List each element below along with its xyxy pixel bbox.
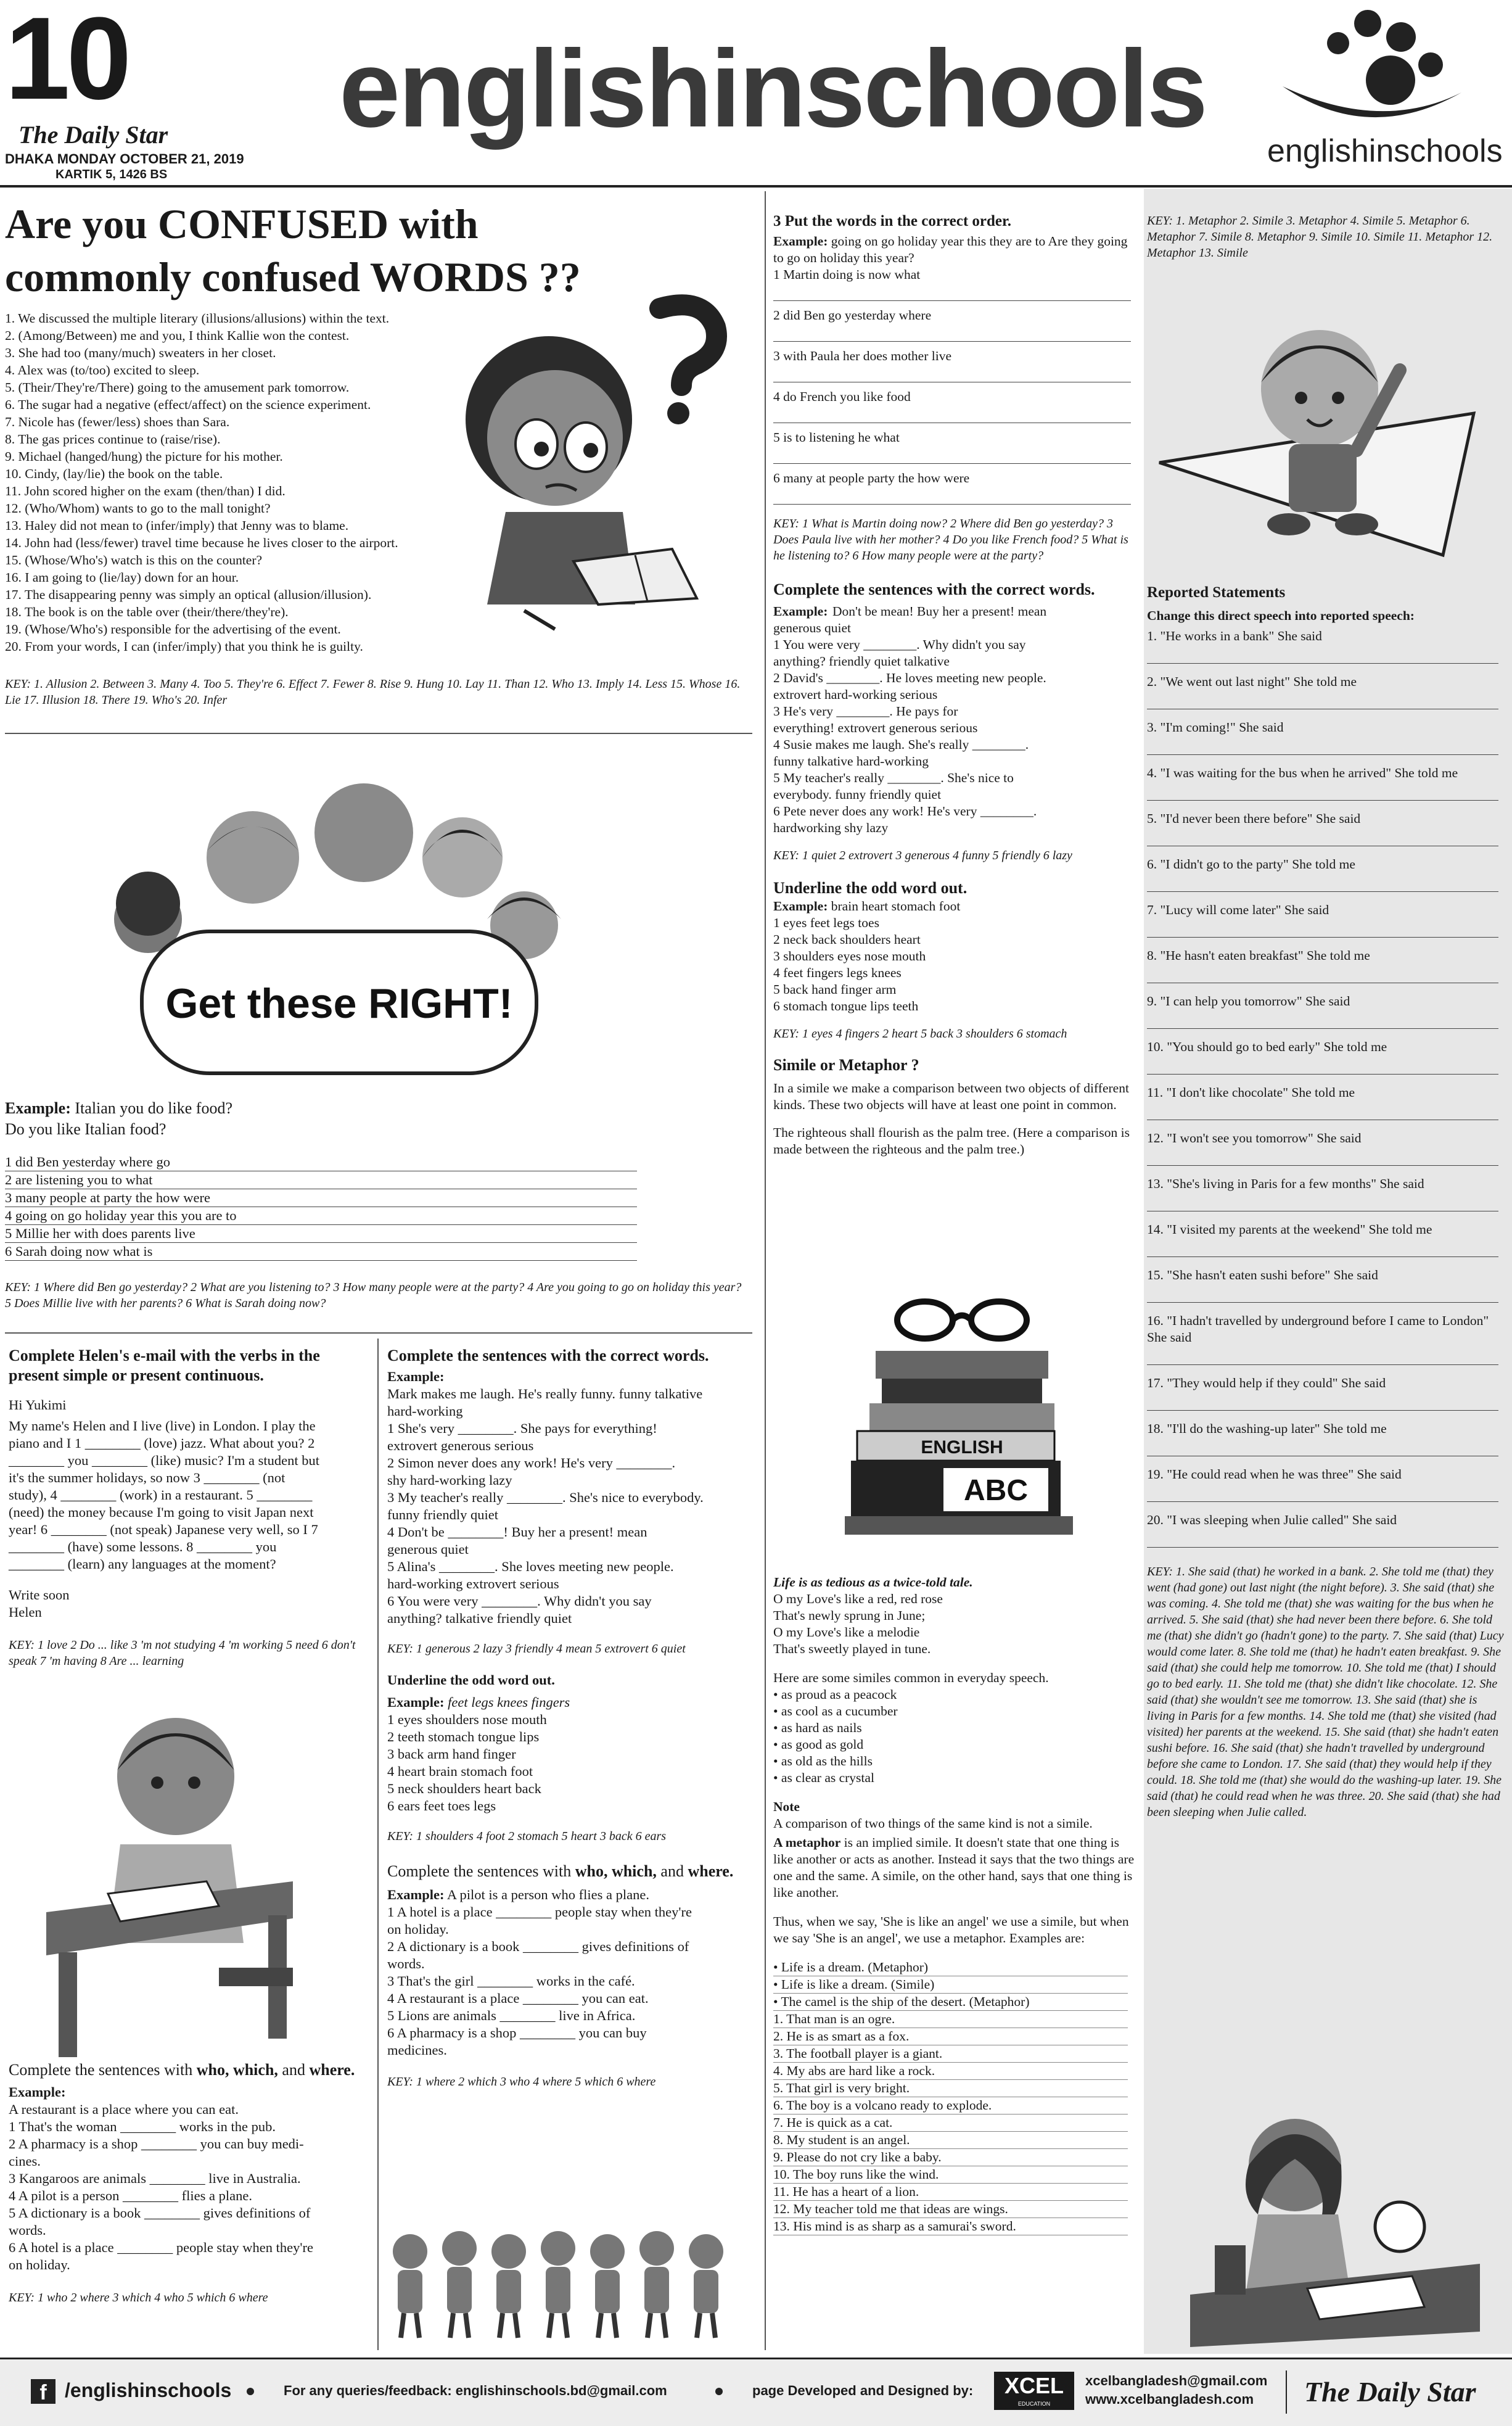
order-item: 2 are listening you to what: [5, 1171, 637, 1189]
simile-item: • as cool as a cucumber: [773, 1704, 898, 1718]
poem-line: O my Love's like a melodie: [773, 1625, 920, 1640]
sentence-item: 5 My teacher's really ________. She's nice to: [773, 770, 1014, 785]
who-item: on holiday.: [387, 1921, 449, 1937]
who-item: 3 Kangaroos are animals ________ live in Australia.: [9, 2171, 301, 2186]
answer-blank-line[interactable]: [1147, 1238, 1498, 1257]
sentence-item: 3 He's very ________. He pays for: [773, 704, 958, 719]
email-line: ________ you ________ (like) music? I'm a student but: [9, 1453, 319, 1468]
similes-list: [773, 1686, 1137, 1786]
title-line-2: commonly confused WORDS ??: [5, 254, 581, 300]
example-question: Example: Italian you do like food?: [5, 1099, 232, 1117]
example-item: 1. That man is an ogre.: [773, 2011, 1128, 2028]
odd-example: Example: brain heart stomach foot: [773, 899, 961, 914]
example-item: 3. The football player is a giant.: [773, 2045, 1128, 2063]
answer-key: KEY: 1 quiet 2 extrovert 3 generous 4 funny 5 friendly 6 lazy: [773, 849, 1072, 862]
confused-words-list: [5, 310, 474, 655]
order-item: 1 Martin doing is now what: [773, 267, 921, 282]
answer-blank-line[interactable]: [1147, 1101, 1498, 1120]
sentence-item: 2 Simon never does any work! He's very ________.: [387, 1455, 676, 1471]
simile-metaphor-examples: [773, 1959, 1137, 2235]
reported-item: 19. "He could read when he was three" She said: [1147, 1467, 1402, 1482]
who-item: 5 A dictionary is a book ________ gives definitions of: [9, 2205, 311, 2221]
odd-word-list: [773, 915, 1137, 1015]
example-item: 9. Please do not cry like a baby.: [773, 2149, 1128, 2166]
sentence-item: 8. The gas prices continue to (raise/rise).: [5, 432, 221, 447]
sentence-item: 11. John scored higher on the exam (then/than) I did.: [5, 484, 286, 498]
reported-item: 6. "I didn't go to the party" She told me: [1147, 857, 1355, 872]
book-label-english: ENGLISH: [921, 1437, 1003, 1458]
example-item: 12. My teacher told me that ideas are wings.: [773, 2201, 1128, 2218]
boy-at-desk-illustration: [34, 1709, 305, 2060]
simile-item: • as old as the hills: [773, 1754, 873, 1768]
sentence-item: 1 She's very ________. She pays for everything!: [387, 1421, 657, 1436]
email-name: Helen: [9, 1604, 42, 1620]
example-item: • Life is like a dream. (Simile): [773, 1976, 1128, 1994]
sentence-item: 12. (Who/Whom) wants to go to the mall tonight?: [5, 501, 271, 516]
answer-blank-line[interactable]: [773, 283, 1131, 301]
who-item: 6 A pharmacy is a shop ________ you can buy: [387, 2025, 647, 2040]
example-item: 8. My student is an angel.: [773, 2132, 1128, 2149]
answer-blank-line[interactable]: [773, 324, 1131, 342]
poem-line: O my Love's like a red, red rose: [773, 1591, 943, 1606]
answer-blank-line[interactable]: [1147, 1392, 1498, 1411]
example-item: 6. The boy is a volcano ready to explode.: [773, 2097, 1128, 2114]
example-item: • Life is a dream. (Metaphor): [773, 1959, 1128, 1976]
boy-paper-plane-illustration: [1153, 321, 1498, 580]
who-item: 4 A restaurant is a place ________ you can eat.: [387, 1991, 649, 2006]
sentence-item: 18. The book is on the table over (their/there/they're).: [5, 604, 289, 619]
banner-text: Get these RIGHT!: [165, 980, 513, 1027]
logo-text: englishinschools: [1267, 133, 1503, 169]
reported-item: 3. "I'm coming!" She said: [1147, 720, 1284, 735]
reported-item: 16. "I hadn't travelled by underground before I came to London" She said: [1147, 1313, 1489, 1345]
contact-email[interactable]: xcelbangladesh@gmail.com: [1085, 2373, 1268, 2388]
answer-blank-line[interactable]: [1147, 1284, 1498, 1303]
sentence-item: hard-working: [387, 1403, 463, 1419]
who-item: 1 That's the woman ________ works in the pub.: [9, 2119, 276, 2134]
sentence-item: 2. (Among/Between) me and you, I think Kallie won the contest.: [5, 328, 350, 343]
answer-blank-line[interactable]: [1147, 1055, 1498, 1075]
odd-item: 3 shoulders eyes nose mouth: [773, 949, 926, 963]
email-line: year! 6 ________ (not speak) Japanese very well, so I 7: [9, 1522, 318, 1537]
reported-item: 17. "They would help if they could" She said: [1147, 1376, 1386, 1390]
example-item: 2. He is as smart as a fox.: [773, 2028, 1128, 2045]
who-item: 6 A hotel is a place ________ people stay when they're: [9, 2240, 313, 2255]
odd-word-title: Underline the odd word out.: [387, 1672, 555, 1688]
sentence-item: 1. We discussed the multiple literary (illusions/allusions) within the text.: [5, 311, 390, 326]
answer-key: KEY: 1 shoulders 4 foot 2 stomach 5 heart 3 back 6 ears: [387, 1830, 667, 1843]
answer-blank-line[interactable]: [1147, 1529, 1498, 1548]
order-title: 3 Put the words in the correct order.: [773, 213, 1012, 229]
order-item: 6 many at people party the how were: [773, 471, 970, 485]
who-item: 3 That's the girl ________ works in the café.: [387, 1973, 635, 1989]
words-example-label: Example:: [773, 604, 828, 619]
correct-words-title: Complete the sentences with the correct words.: [773, 580, 1095, 598]
reported-item: 4. "I was waiting for the bus when he arrived" She told me: [1147, 765, 1458, 780]
similes-intro: Here are some similes common in everyday speech.: [773, 1670, 1049, 1685]
sentence-item: 3 My teacher's really ________. She's nice to everybody.: [387, 1490, 704, 1505]
sentence-item: anything? friendly quiet talkative: [773, 654, 950, 669]
answer-blank-line[interactable]: [773, 405, 1131, 423]
sentence-item: everybody. funny friendly quiet: [773, 787, 942, 802]
answer-blank-line[interactable]: [1147, 690, 1498, 709]
simile-item: • as good as gold: [773, 1737, 864, 1752]
simile-example: The righteous shall flourish as the palm tree. (Here a comparison is made between the righteous and the palm tree.): [773, 1125, 1130, 1157]
correct-words-title: Complete the sentences with the correct words.: [387, 1347, 709, 1364]
sentence-item: 5 Alina's ________. She loves meeting new people.: [387, 1559, 674, 1574]
angel-text: Thus, when we say, 'She is like an angel' we use a simile, but when we say 'She is an angel', we use a metaphor. Examples are:: [773, 1914, 1129, 1945]
paper-name: The Daily Star: [18, 121, 168, 149]
column-divider: [765, 191, 766, 2350]
email-exercise-title: Complete Helen's e-mail with the verbs in the present simple or present continuous.: [9, 1347, 320, 1384]
order-exercise-list: [5, 1153, 637, 1261]
order-item: 4 going on go holiday year this you are to: [5, 1207, 637, 1225]
page-number: 10: [5, 0, 128, 124]
sentence-item: generous quiet: [773, 621, 851, 635]
sentence-item: 7. Nicole has (fewer/less) shoes than Sara.: [5, 415, 230, 429]
sentence-item: anything? talkative friendly quiet: [387, 1611, 572, 1626]
odd-item: 4 feet fingers legs knees: [773, 965, 902, 980]
sentence-item: hard-working extrovert serious: [387, 1576, 559, 1591]
answer-key: KEY: 1 who 2 where 3 which 4 who 5 which 6 where: [9, 2291, 268, 2304]
reported-item: 2. "We went out last night" She told me: [1147, 674, 1357, 689]
kids-row-illustration: [385, 2221, 755, 2344]
contact-website[interactable]: www.xcelbangladesh.com: [1085, 2391, 1254, 2407]
reported-list: [1147, 628, 1505, 1548]
answer-blank-line[interactable]: [1147, 1010, 1498, 1029]
sentence-item: everything! extrovert generous serious: [773, 720, 978, 735]
who-which-list: [9, 2118, 369, 2274]
poem-line: That's newly sprung in June;: [773, 1608, 926, 1623]
answer-key: KEY: 1. Allusion 2. Between 3. Many 4. Too 5. They're 6. Effect 7. Fewer 8. Rise 9. Hung 10. Lay 11. Than 12. Who 13. Imply 14. Less 15. Whose 16. Lie 17. Illusion 18. There 19. Who's 20. Infer: [5, 677, 741, 707]
answer-key: KEY: 1 where 2 which 3 who 4 where 5 which 6 where: [387, 2075, 656, 2089]
reported-item: 13. "She's living in Paris for a few months" She said: [1147, 1176, 1424, 1191]
example-item: 13. His mind is as sharp as a samurai's sword.: [773, 2218, 1128, 2235]
reported-item: 11. "I don't like chocolate" She told me: [1147, 1085, 1355, 1100]
sentence-item: 4. Alex was (to/too) excited to sleep.: [5, 363, 200, 378]
sentence-item: 1 You were very ________. Why didn't you say: [773, 637, 1026, 652]
reported-item: 7. "Lucy will come later" She said: [1147, 902, 1329, 917]
who-item: words.: [9, 2222, 46, 2238]
order-item: 3 many people at party the how were: [5, 1189, 637, 1207]
answer-blank-line[interactable]: [1147, 1437, 1498, 1456]
simile-title: Simile or Metaphor ?: [773, 1056, 919, 1074]
order-example: Example: going on go holiday year this they are to Are they going to go on holiday this year?: [773, 234, 1128, 265]
section-rule: [5, 1332, 752, 1334]
sentence-item: 20. From your words, I can (infer/imply) that you think he is guilty.: [5, 639, 363, 654]
sentence-item: hardworking shy lazy: [773, 820, 889, 835]
order-exercise-list: [773, 266, 1137, 505]
column-divider: [377, 1339, 379, 2350]
odd-item: 6 ears feet toes legs: [387, 1798, 496, 1813]
footer-bar: [0, 2358, 1512, 2426]
order-item: 2 did Ben go yesterday where: [773, 308, 932, 323]
order-item: 4 do French you like food: [773, 389, 911, 404]
facebook-icon: f: [31, 2379, 55, 2404]
reported-instruction: Change this direct speech into reported speech:: [1147, 608, 1415, 623]
answer-key: KEY: 1 What is Martin doing now? 2 Where did Ben go yesterday? 3 Does Paula live with her mother? 4 Do you like French food? 5 What is he listening to? 6 How many people were at the party?: [773, 517, 1128, 563]
answer-blank-line[interactable]: [1147, 918, 1498, 938]
who-item: 4 A pilot is a person ________ flies a plane.: [9, 2188, 252, 2203]
reported-title: Reported Statements: [1147, 584, 1286, 601]
example-label: Example:: [9, 2084, 66, 2100]
date-subline: KARTIK 5, 1426 BS: [55, 168, 168, 181]
reported-item: 15. "She hasn't eaten sushi before" She said: [1147, 1268, 1378, 1282]
order-item: 5 Millie her with does parents live: [5, 1225, 637, 1243]
answer-key: KEY: 1. Metaphor 2. Simile 3. Metaphor 4. Simile 5. Metaphor 6. Metaphor 7. Simile 8. Metaphor 9. Simile 10. Simile 11. Metaphor 12. Metaphor 13. Simile: [1147, 214, 1493, 260]
answer-blank-line[interactable]: [1147, 645, 1498, 664]
sentence-item: 13. Haley did not mean to (infer/imply) that Jenny was to blame.: [5, 518, 349, 533]
answer-blank-line[interactable]: [773, 487, 1131, 505]
sentence-item: 9. Michael (hanged/hung) the picture for his mother.: [5, 449, 283, 464]
sentence-item: funny friendly quiet: [387, 1507, 498, 1522]
simile-item: • as hard as nails: [773, 1720, 862, 1735]
odd-item: 5 neck shoulders heart back: [387, 1781, 541, 1796]
order-item: 6 Sarah doing now what is: [5, 1243, 637, 1261]
example-answer: Do you like Italian food?: [5, 1120, 166, 1138]
header-rule: [0, 185, 1512, 188]
example-text: A restaurant is a place where you can eat.: [9, 2102, 239, 2117]
email-line: ________ (have) some lessons. 8 ________ you: [9, 1539, 277, 1554]
sentence-item: 10. Cindy, (lay/lie) the book on the table.: [5, 466, 223, 481]
sentence-item: 6. The sugar had a negative (effect/affect) on the science experiment.: [5, 397, 371, 412]
book-label-abc: ABC: [964, 1474, 1028, 1507]
reported-item: 9. "I can help you tomorrow" She said: [1147, 994, 1350, 1009]
sentence-item: 4 Don't be ________! Buy her a present! mean: [387, 1524, 647, 1540]
footer-divider: [1286, 2370, 1287, 2414]
sentence-item: 17. The disappearing penny was simply an optical (allusion/illusion).: [5, 587, 372, 602]
order-item: 5 is to listening he what: [773, 430, 900, 445]
sentence-item: 4 Susie makes me laugh. She's really ________.: [773, 737, 1029, 752]
sentence-item: 16. I am going to (lie/lay) down for an hour.: [5, 570, 239, 585]
email-line: My name's Helen and I live (live) in London. I play the: [9, 1418, 316, 1434]
metaphor-text: A metaphor is an implied simile. It doesn't state that one thing is like another or acts as another. Instead it says that the two things are one and the same. A simile, on the other hand, says that one thing is like another.: [773, 1835, 1135, 1900]
who-item: 2 A dictionary is a book ________ gives definitions of: [387, 1939, 689, 1954]
sentence-item: 14. John had (less/fewer) travel time because he lives closer to the airport.: [5, 535, 398, 550]
correct-words-list: [387, 1385, 757, 1627]
poem-lines: [773, 1591, 1137, 1657]
reported-item: 14. "I visited my parents at the weekend" She told me: [1147, 1222, 1432, 1237]
facebook-link[interactable]: /englishinschools: [65, 2379, 232, 2401]
kids-banner-illustration: [92, 765, 586, 1086]
answer-key: KEY: 1 eyes 4 fingers 2 heart 5 back 3 shoulders 6 stomach: [773, 1027, 1067, 1041]
books-illustration: [845, 1295, 1079, 1542]
simile-intro: In a simile we make a comparison between two objects of different kinds. These two objects will have at least one point in common.: [773, 1081, 1129, 1112]
odd-item: 3 back arm hand finger: [387, 1746, 516, 1762]
sentence-item: 6 You were very ________. Why didn't you say: [387, 1593, 652, 1609]
answer-blank-line[interactable]: [1147, 1346, 1498, 1365]
odd-item: 6 stomach tongue lips teeth: [773, 999, 919, 1013]
odd-word-title: Underline the odd word out.: [773, 879, 968, 897]
feedback-text: For any queries/feedback: englishinschools.bd@gmail.com: [284, 2383, 667, 2398]
sentence-item: 2 David's ________. He loves meeting new people.: [773, 670, 1046, 685]
answer-blank-line[interactable]: [773, 446, 1131, 464]
reported-item: 5. "I'd never been there before" She said: [1147, 811, 1361, 826]
sentence-item: funny talkative hard-working: [773, 754, 929, 769]
example-item: 11. He has a heart of a lion.: [773, 2184, 1128, 2201]
answer-blank-line[interactable]: [773, 365, 1131, 382]
who-example: Example: A pilot is a person who flies a plane.: [387, 1887, 649, 1902]
email-signoff: Write soon: [9, 1587, 70, 1603]
bullet-separator: [247, 2388, 254, 2395]
girl-writing-illustration: [1190, 2110, 1486, 2347]
sentence-item: shy hard-working lazy: [387, 1472, 512, 1488]
sentence-item: extrovert generous serious: [387, 1438, 534, 1453]
email-body: [9, 1417, 369, 1573]
example-item: 5. That girl is very bright.: [773, 2080, 1128, 2097]
odd-item: 2 teeth stomach tongue lips: [387, 1729, 540, 1744]
who-which-title: Complete the sentences with who, which, and where.: [9, 2061, 355, 2079]
email-line: (need) the money because I'm going to visit Japan next: [9, 1504, 314, 1520]
who-item: 5 Lions are animals ________ live in Africa.: [387, 2008, 636, 2023]
answer-blank-line[interactable]: [1147, 1483, 1498, 1502]
who-item: 1 A hotel is a place ________ people stay when they're: [387, 1904, 692, 1920]
who-which-list: [387, 1904, 757, 2059]
example-label: Example:: [387, 1369, 445, 1384]
email-line: it's the summer holidays, so now 3 ________ (not: [9, 1470, 286, 1485]
answer-blank-line[interactable]: [1147, 1147, 1498, 1166]
correct-words-list: [773, 603, 1137, 836]
poem-line: That's sweetly played in tune.: [773, 1641, 931, 1656]
sentence-item: extrovert hard-working serious: [773, 687, 938, 702]
who-item: 2 A pharmacy is a shop ________ you can buy medi-: [9, 2136, 304, 2152]
email-line: ________ (learn) any languages at the moment?: [9, 1556, 276, 1572]
answer-key: KEY: 1 Where did Ben go yesterday? 2 What are you listening to? 3 How many people were at the party? 4 Are you going to go on holiday this year? 5 Does Millie live with her parents? 6 What is Sarah doing now?: [5, 1281, 742, 1310]
email-line: piano and I 1 ________ (love) jazz. What about you? 2: [9, 1435, 315, 1451]
note-label: Note: [773, 1799, 800, 1814]
masthead-title: englishinschools: [339, 27, 1206, 150]
example-item: • The camel is the ship of the desert. (Metaphor): [773, 1994, 1128, 2011]
who-which-title: Complete the sentences with who, which, and where.: [387, 1862, 734, 1880]
dateline: DHAKA MONDAY OCTOBER 21, 2019: [5, 151, 244, 167]
sentence-item: Mark makes me laugh. He's really funny. funny talkative: [387, 1386, 703, 1401]
odd-word-list: [387, 1711, 757, 1815]
sentence-item: 15. (Whose/Who's) watch is this on the counter?: [5, 553, 263, 567]
order-item: 1 did Ben yesterday where go: [5, 1153, 637, 1171]
bullet-separator: [715, 2388, 723, 2395]
reported-item: 1. "He works in a bank" She said: [1147, 629, 1322, 643]
sentence-item: generous quiet: [387, 1541, 469, 1557]
who-item: cines.: [9, 2153, 41, 2169]
who-item: words.: [387, 1956, 425, 1971]
reported-item: 20. "I was sleeping when Julie called" She said: [1147, 1512, 1397, 1527]
email-greeting: Hi Yukimi: [9, 1397, 67, 1413]
answer-key: KEY: 1. She said (that) he worked in a bank. 2. She told me (that) they went (had gone) out last night (the night before). 3. She said (that) she was coming. 4. She told me (that) she was waiting for the bus when he arrived. 5. She said (that) she had never been there before. 6. She told me (that) she didn't go (hadn't gone) to the party. 7. She said (that) Lucy would come later. 8. She told me (that) he hadn't eaten breakfast. 9. She said (that) she could help me tomorrow. 10. She told me (that) I should go to bed early. 11. She told me (that) she didn't like chocolate. 12. She said (that) she wouldn't see me tomorrow. 13. She said (that) she is living in Paris for a few months. 14. She told me (that) she visited (had visited) her parents at the weekend. 15. She said (that) she hadn't eaten sushi before. 16. She said (that) she hadn't travelled by underground before she came to London. 17. She said (that) they would help if they could. 18. She told me (that) she would do the washing-up later. 19. She said (that) he could read when he was three. 20. She said (that) she had been sleeping when Julie called.: [1147, 1565, 1504, 1819]
xcel-logo: XCEL EDUCATION: [994, 2372, 1074, 2410]
odd-item: 5 back hand finger arm: [773, 982, 897, 997]
reported-item: 12. "I won't see you tomorrow" She said: [1147, 1131, 1362, 1145]
odd-item: 2 neck back shoulders heart: [773, 932, 921, 947]
footer-paper-name: The Daily Star: [1304, 2376, 1476, 2407]
answer-key: KEY: 1 generous 2 lazy 3 friendly 4 mean 5 extrovert 6 quiet: [387, 1642, 686, 1656]
answer-blank-line[interactable]: [1147, 873, 1498, 892]
who-item: medicines.: [387, 2042, 447, 2058]
answer-blank-line[interactable]: [1147, 782, 1498, 801]
simile-item: • as proud as a peacock: [773, 1687, 897, 1702]
example-item: 7. He is quick as a cat.: [773, 2114, 1128, 2132]
odd-item: 4 heart brain stomach foot: [387, 1764, 533, 1779]
odd-item: 1 eyes feet legs toes: [773, 915, 879, 930]
answer-blank-line[interactable]: [1147, 964, 1498, 983]
example-item: 4. My abs are hard like a rock.: [773, 2063, 1128, 2080]
answer-blank-line[interactable]: [1147, 736, 1498, 755]
sentence-item: 3. She had too (many/much) sweaters in her closet.: [5, 345, 276, 360]
sentence-item: Don't be mean! Buy her a present! mean: [832, 604, 1047, 619]
developed-by-label: page Developed and Designed by:: [752, 2383, 974, 2398]
order-item: 3 with Paula her does mother live: [773, 349, 951, 363]
odd-example: Example: feet legs knees fingers: [387, 1694, 570, 1710]
answer-blank-line[interactable]: [1147, 827, 1498, 846]
section-rule: [5, 733, 752, 734]
simile-item: • as clear as crystal: [773, 1770, 874, 1785]
email-line: study), 4 ________ (work) in a restaurant. 5 ________: [9, 1487, 313, 1503]
thinking-boy-illustration: [432, 284, 758, 635]
example-item: 10. The boy runs like the wind.: [773, 2166, 1128, 2184]
answer-blank-line[interactable]: [1147, 1192, 1498, 1211]
title-line-1: Are you CONFUSED with: [5, 200, 479, 247]
reported-item: 18. "I'll do the washing-up later" She told me: [1147, 1421, 1387, 1436]
poem-title: Life is as tedious as a twice-told tale.: [773, 1575, 973, 1590]
answer-key: KEY: 1 love 2 Do ... like 3 'm not studying 4 'm working 5 need 6 don't speak 7 'm having 8 Are ... learning: [9, 1638, 356, 1668]
reported-item: 8. "He hasn't eaten breakfast" She told me: [1147, 948, 1370, 963]
who-item: on holiday.: [9, 2257, 70, 2272]
sentence-item: 5. (Their/They're/There) going to the amusement park tomorrow.: [5, 380, 350, 395]
reported-item: 10. "You should go to bed early" She told me: [1147, 1039, 1387, 1054]
sentence-item: 6 Pete never does any work! He's very ________.: [773, 804, 1037, 819]
sentence-item: 19. (Whose/Who's) responsible for the advertising of the event.: [5, 622, 341, 637]
note-text: A comparison of two things of the same kind is not a simile.: [773, 1816, 1093, 1831]
odd-item: 1 eyes shoulders nose mouth: [387, 1712, 547, 1727]
